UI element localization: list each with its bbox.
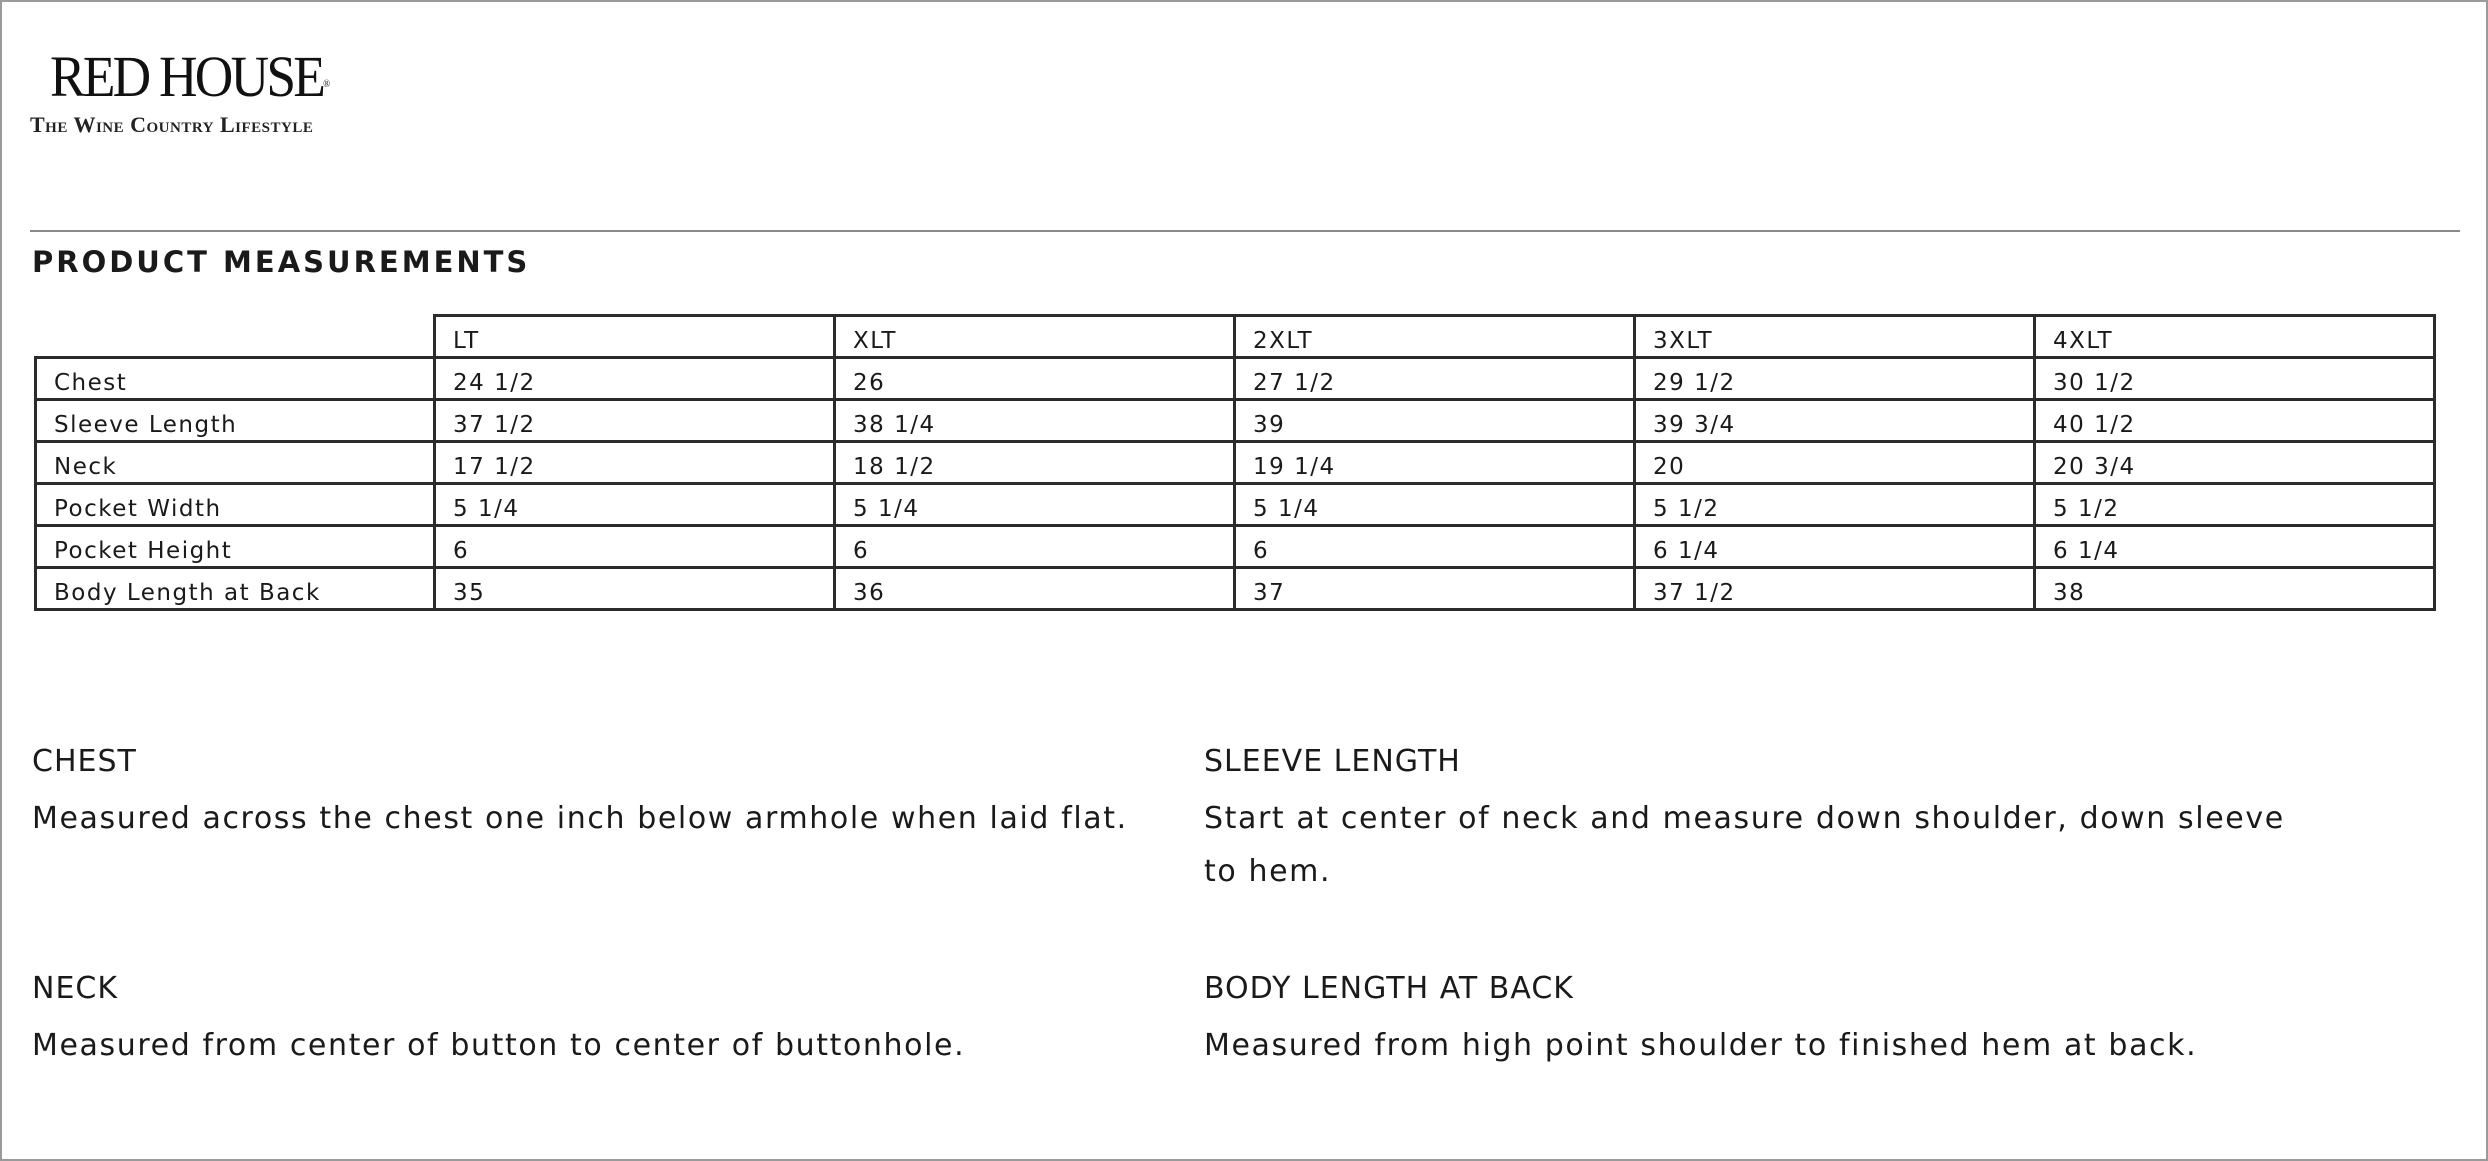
- table-cell: 36: [835, 568, 1235, 610]
- column-header-lt: LT: [435, 316, 835, 358]
- table-cell: 6 1/4: [2035, 526, 2435, 568]
- definition-title: BODY LENGTH AT BACK: [1204, 971, 1574, 1006]
- definition-title: NECK: [32, 971, 119, 1006]
- row-label: Chest: [36, 358, 435, 400]
- definition-sleeve-length: [1204, 742, 2324, 898]
- definition-chest: [32, 742, 1172, 845]
- brand-tagline: The Wine Country Lifestyle: [30, 112, 314, 137]
- table-cell: 38 1/4: [835, 400, 1235, 442]
- row-label: Neck: [36, 442, 435, 484]
- section-title: PRODUCT MEASUREMENTS: [32, 245, 531, 279]
- table-row: [36, 442, 2435, 484]
- table-cell: 39 3/4: [1635, 400, 2035, 442]
- table-cell: 38: [2035, 568, 2435, 610]
- definition-text: Start at center of neck and measure down shoulder, down sleeve to hem.: [1204, 801, 2285, 889]
- table-row: [36, 400, 2435, 442]
- table-cell: 6: [835, 526, 1235, 568]
- table-row: [36, 526, 2435, 568]
- table-cell: 20: [1635, 442, 2035, 484]
- table-row: [36, 568, 2435, 610]
- table-cell: 6: [435, 526, 835, 568]
- row-label: Pocket Height: [36, 526, 435, 568]
- definition-neck: [32, 969, 1172, 1072]
- table-cell: 26: [835, 358, 1235, 400]
- definition-text: Measured across the chest one inch below armhole when laid flat.: [32, 801, 1128, 836]
- definition-title: CHEST: [32, 744, 137, 779]
- trademark-mark: ®: [323, 79, 331, 90]
- table-cell: 19 1/4: [1235, 442, 1635, 484]
- table-cell: 18 1/2: [835, 442, 1235, 484]
- table-cell: 24 1/2: [435, 358, 835, 400]
- table-cell: 40 1/2: [2035, 400, 2435, 442]
- table-cell: 27 1/2: [1235, 358, 1635, 400]
- column-header-2xlt: 2XLT: [1235, 316, 1635, 358]
- table-cell: 37 1/2: [435, 400, 835, 442]
- column-header-xlt: XLT: [835, 316, 1235, 358]
- table-cell: 5 1/2: [2035, 484, 2435, 526]
- row-label: Sleeve Length: [36, 400, 435, 442]
- brand-name: RED HOUSE®: [50, 44, 331, 109]
- table-cell: 29 1/2: [1635, 358, 2035, 400]
- row-label: Body Length at Back: [36, 568, 435, 610]
- definition-title: SLEEVE LENGTH: [1204, 744, 1461, 779]
- table-cell: 5 1/4: [835, 484, 1235, 526]
- table-cell: 17 1/2: [435, 442, 835, 484]
- table-cell: 5 1/2: [1635, 484, 2035, 526]
- header-divider: [30, 230, 2460, 232]
- table-cell: 5 1/4: [1235, 484, 1635, 526]
- table-cell: 39: [1235, 400, 1635, 442]
- table-row: [36, 358, 2435, 400]
- table-cell: 35: [435, 568, 835, 610]
- table-cell: 37: [1235, 568, 1635, 610]
- brand-logo: [30, 44, 370, 138]
- table-row: [36, 484, 2435, 526]
- column-header-3xlt: 3XLT: [1635, 316, 2035, 358]
- table-cell: 6 1/4: [1635, 526, 2035, 568]
- column-header-4xlt: 4XLT: [2035, 316, 2435, 358]
- measurements-table: [34, 314, 2436, 611]
- definition-text: Measured from high point shoulder to finished hem at back.: [1204, 1028, 2198, 1063]
- row-label: Pocket Width: [36, 484, 435, 526]
- definition-body-length: [1204, 969, 2384, 1072]
- table-cell: 37 1/2: [1635, 568, 2035, 610]
- table-cell: 6: [1235, 526, 1635, 568]
- table-header-row: [36, 316, 2435, 358]
- table-cell: 20 3/4: [2035, 442, 2435, 484]
- table-corner-cell: [36, 316, 435, 358]
- table-cell: 5 1/4: [435, 484, 835, 526]
- definition-text: Measured from center of button to center of buttonhole.: [32, 1028, 966, 1063]
- table-cell: 30 1/2: [2035, 358, 2435, 400]
